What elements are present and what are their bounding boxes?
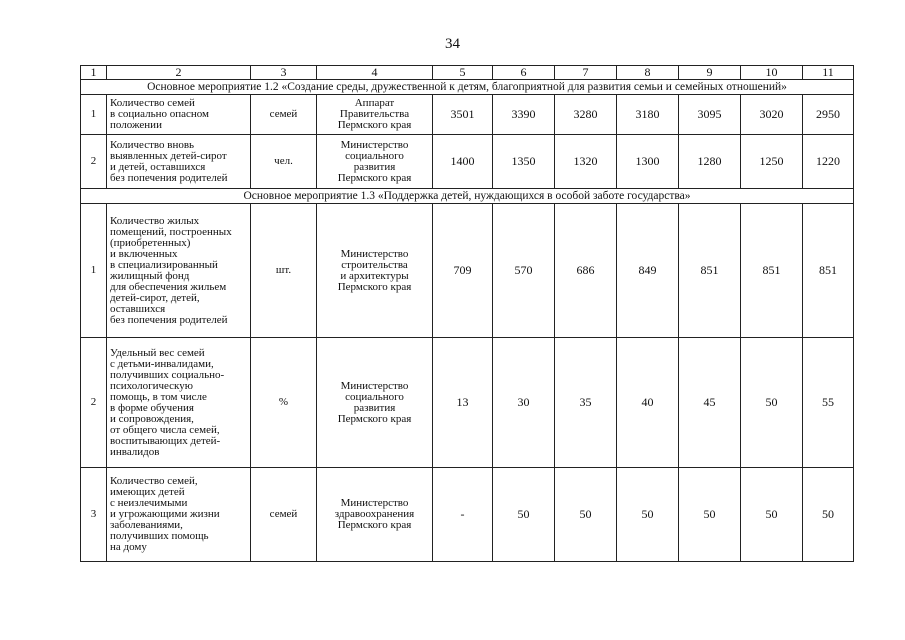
unit: чел. xyxy=(251,135,317,189)
text-line: помощь, в том числе xyxy=(110,390,207,403)
section-title-row xyxy=(81,189,854,204)
value-cell: 1220 xyxy=(803,135,854,189)
text-line: Министерство xyxy=(340,379,409,392)
text-line: социального xyxy=(345,390,404,403)
text-line: в социально опасном xyxy=(110,108,210,120)
column-number: 4 xyxy=(317,66,433,80)
column-number: 5 xyxy=(433,66,493,80)
text-line: детей-сирот, детей, xyxy=(110,291,200,304)
text-line: развития xyxy=(353,160,396,173)
text-line: и архитектуры xyxy=(340,269,409,282)
text-line: Количество семей xyxy=(110,97,195,109)
unit: семей xyxy=(251,95,317,135)
text-line: помещений, построенных xyxy=(110,225,232,238)
text-line: от общего числа семей, xyxy=(110,423,220,436)
table-row xyxy=(81,468,854,562)
column-number: 10 xyxy=(741,66,803,80)
text-line: Правительства xyxy=(339,108,410,120)
value-cell: 1300 xyxy=(617,135,679,189)
responsible-org xyxy=(317,204,433,338)
value-cell: 851 xyxy=(679,204,741,338)
text-line: в форме обучения xyxy=(110,401,194,414)
unit: шт. xyxy=(251,204,317,338)
value-cell: 3180 xyxy=(617,95,679,135)
text-line: социального xyxy=(345,149,404,162)
text-line: Количество семей, xyxy=(110,475,198,487)
column-number: 1 xyxy=(81,66,107,80)
indicator-name xyxy=(107,204,251,338)
table-row xyxy=(81,135,854,189)
value-cell: - xyxy=(433,468,493,562)
text-line: и детей, оставшихся xyxy=(110,160,206,173)
value-cell: 1350 xyxy=(493,135,555,189)
text-line: для обеспечения жильем xyxy=(110,280,227,293)
text-line: Министерство xyxy=(340,497,409,509)
text-line: заболеваниями, xyxy=(110,519,183,531)
column-number: 9 xyxy=(679,66,741,80)
table-body xyxy=(81,66,854,562)
value-cell: 3020 xyxy=(741,95,803,135)
responsible-org xyxy=(317,95,433,135)
text-line: имеющих детей xyxy=(110,486,185,498)
indicator-name xyxy=(107,95,251,135)
value-cell: 50 xyxy=(741,468,803,562)
section-title: Основное мероприятие 1.3 «Поддержка детей, нуждающихся в особой заботе государства» xyxy=(81,189,854,204)
value-cell: 13 xyxy=(433,338,493,468)
text-line: развития xyxy=(353,401,396,414)
value-cell: 686 xyxy=(555,204,617,338)
text-line: жилищный фонд xyxy=(110,269,190,282)
value-cell: 2950 xyxy=(803,95,854,135)
column-number: 6 xyxy=(493,66,555,80)
row-number: 3 xyxy=(81,468,107,562)
value-cell: 50 xyxy=(679,468,741,562)
value-cell: 35 xyxy=(555,338,617,468)
value-cell: 1400 xyxy=(433,135,493,189)
text-line: Пермского края xyxy=(337,280,412,293)
text-line: получивших социально- xyxy=(110,368,225,381)
value-cell: 55 xyxy=(803,338,854,468)
value-cell: 851 xyxy=(803,204,854,338)
text-line: Пермского края xyxy=(337,171,412,184)
text-line: строительства xyxy=(341,258,408,271)
text-line: положении xyxy=(110,119,162,131)
text-line: Количество жилых xyxy=(110,214,200,227)
value-cell: 851 xyxy=(741,204,803,338)
section-title-row xyxy=(81,80,854,95)
text-line: психологическую xyxy=(110,379,193,392)
text-line: Министерство xyxy=(340,247,409,260)
value-cell: 3501 xyxy=(433,95,493,135)
value-cell: 849 xyxy=(617,204,679,338)
column-number: 8 xyxy=(617,66,679,80)
responsible-org xyxy=(317,468,433,562)
text-line: без попечения родителей xyxy=(110,313,228,326)
indicator-name xyxy=(107,468,251,562)
value-cell: 3095 xyxy=(679,95,741,135)
text-line: Аппарат xyxy=(354,97,395,109)
text-line: оставшихся xyxy=(110,302,166,315)
text-line: здравоохранения xyxy=(334,508,415,520)
column-number-row xyxy=(81,66,854,80)
value-cell: 45 xyxy=(679,338,741,468)
value-cell: 30 xyxy=(493,338,555,468)
text-line: Удельный вес семей xyxy=(110,346,205,359)
row-number: 1 xyxy=(81,204,107,338)
value-cell: 1320 xyxy=(555,135,617,189)
value-cell: 50 xyxy=(617,468,679,562)
text-line: Пермского края xyxy=(337,519,412,531)
column-number: 11 xyxy=(803,66,854,80)
text-line: без попечения родителей xyxy=(110,171,228,184)
column-number: 7 xyxy=(555,66,617,80)
text-line: Количество вновь xyxy=(110,138,195,151)
row-number: 2 xyxy=(81,338,107,468)
row-number: 2 xyxy=(81,135,107,189)
unit: семей xyxy=(251,468,317,562)
text-line: выявленных детей-сирот xyxy=(110,149,227,162)
text-line: в специализированный xyxy=(110,258,218,271)
text-line: Пермского края xyxy=(337,119,412,131)
text-line: на дому xyxy=(110,541,147,553)
value-cell: 50 xyxy=(741,338,803,468)
text-line: и угрожающими жизни xyxy=(110,508,220,520)
value-cell: 3390 xyxy=(493,95,555,135)
text-line: с неизлечимыми xyxy=(110,497,188,509)
text-line: и включенных xyxy=(110,247,178,260)
indicator-name xyxy=(107,338,251,468)
text-line: и сопровождения, xyxy=(110,412,194,425)
table-row xyxy=(81,338,854,468)
section-title: Основное мероприятие 1.2 «Создание среды, дружественной к детям, благоприятной для развития семьи и семейных отношений» xyxy=(81,80,854,95)
value-cell: 3280 xyxy=(555,95,617,135)
table-row xyxy=(81,95,854,135)
indicators-table xyxy=(80,65,854,562)
value-cell: 1280 xyxy=(679,135,741,189)
value-cell: 40 xyxy=(617,338,679,468)
text-line: (приобретенных) xyxy=(110,236,191,249)
column-number: 2 xyxy=(107,66,251,80)
column-number: 3 xyxy=(251,66,317,80)
page-number: 34 xyxy=(445,36,460,52)
value-cell: 50 xyxy=(555,468,617,562)
value-cell: 50 xyxy=(803,468,854,562)
text-line: с детьми-инвалидами, xyxy=(110,357,214,370)
indicator-name xyxy=(107,135,251,189)
value-cell: 1250 xyxy=(741,135,803,189)
value-cell: 570 xyxy=(493,204,555,338)
text-line: инвалидов xyxy=(110,445,160,458)
responsible-org xyxy=(317,135,433,189)
text-line: Министерство xyxy=(340,138,409,151)
text-line: Пермского края xyxy=(337,412,412,425)
row-number: 1 xyxy=(81,95,107,135)
table-row xyxy=(81,204,854,338)
text-line: получивших помощь xyxy=(110,530,209,542)
value-cell: 709 xyxy=(433,204,493,338)
responsible-org xyxy=(317,338,433,468)
value-cell: 50 xyxy=(493,468,555,562)
unit: % xyxy=(251,338,317,468)
text-line: воспитывающих детей- xyxy=(110,434,221,447)
